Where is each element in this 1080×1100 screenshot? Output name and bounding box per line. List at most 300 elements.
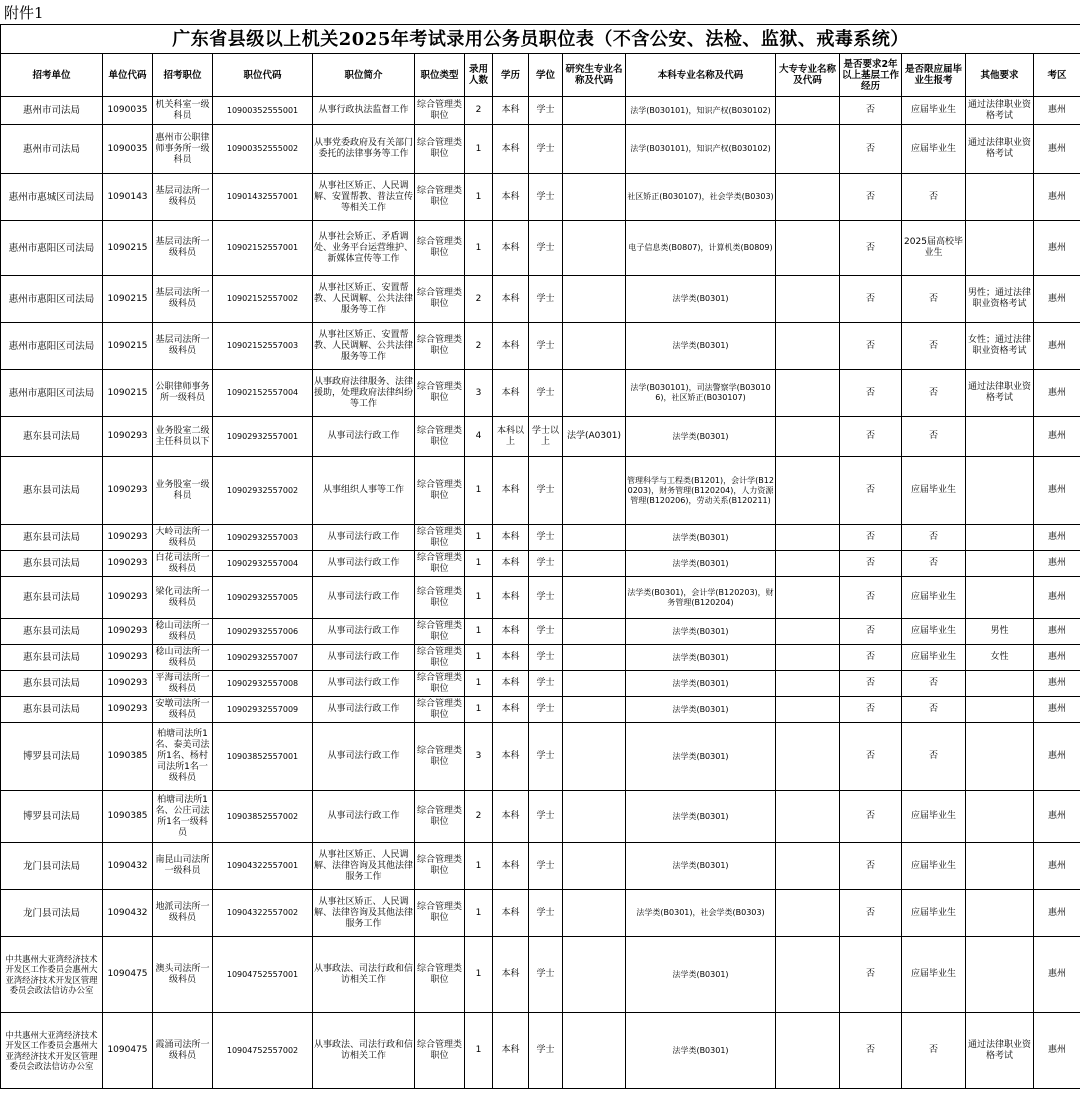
cell-unit-code: 1090143 <box>103 174 153 221</box>
header-row <box>1 54 1080 97</box>
cell-degree: 学士 <box>529 671 563 697</box>
cell-intro: 从事社区矫正、人民调解、法律咨询及其他法律服务工作 <box>313 890 415 937</box>
table-row <box>1 276 1080 323</box>
cell-type: 综合管理类职位 <box>415 174 465 221</box>
cell-edu: 本科 <box>493 619 529 645</box>
cell-count: 1 <box>465 457 493 525</box>
cell-count: 4 <box>465 417 493 457</box>
cell-grassroots: 否 <box>840 577 902 619</box>
cell-unit: 中共惠州大亚湾经济技术开发区工作委员会惠州大亚湾经济技术开发区管理委员会政法信访办公室 <box>1 937 103 1013</box>
cell-college-major <box>776 645 840 671</box>
cell-unit: 惠州市惠阳区司法局 <box>1 276 103 323</box>
cell-grad-major <box>563 723 626 791</box>
cell-other <box>966 937 1034 1013</box>
cell-area: 惠州 <box>1034 97 1080 125</box>
position-table-sheet <box>0 24 1080 1089</box>
cell-college-major <box>776 417 840 457</box>
cell-grad-major: 法学(A0301) <box>563 417 626 457</box>
cell-edu: 本科 <box>493 1013 529 1089</box>
cell-area: 惠州 <box>1034 125 1080 174</box>
cell-unit-code: 1090293 <box>103 619 153 645</box>
cell-college-major <box>776 370 840 417</box>
cell-count: 3 <box>465 370 493 417</box>
cell-intro: 从事党委政府及有关部门委托的法律事务等工作 <box>313 125 415 174</box>
cell-edu: 本科 <box>493 697 529 723</box>
cell-other: 男性；通过法律职业资格考试 <box>966 276 1034 323</box>
cell-unit-code: 1090475 <box>103 937 153 1013</box>
cell-pos-code: 10902152557002 <box>213 276 313 323</box>
cell-fresh-grad: 应届毕业生 <box>902 937 966 1013</box>
cell-unit: 惠东县司法局 <box>1 417 103 457</box>
cell-fresh-grad: 应届毕业生 <box>902 619 966 645</box>
grad-major-header: 研究生专业名称及代码 <box>563 54 626 97</box>
cell-position: 稔山司法所一级科员 <box>153 619 213 645</box>
cell-college-major <box>776 1013 840 1089</box>
cell-ug-major: 法学类(B0301) <box>626 276 776 323</box>
cell-count: 1 <box>465 525 493 551</box>
cell-count: 1 <box>465 551 493 577</box>
cell-count: 1 <box>465 645 493 671</box>
table-row <box>1 125 1080 174</box>
cell-count: 2 <box>465 97 493 125</box>
cell-college-major <box>776 723 840 791</box>
cell-pos-code: 10903852557001 <box>213 723 313 791</box>
cell-intro: 从事司法行政工作 <box>313 417 415 457</box>
cell-unit: 惠东县司法局 <box>1 551 103 577</box>
cell-type: 综合管理类职位 <box>415 370 465 417</box>
cell-intro: 从事司法行政工作 <box>313 525 415 551</box>
cell-degree: 学士 <box>529 174 563 221</box>
cell-unit: 惠州市惠阳区司法局 <box>1 323 103 370</box>
cell-grassroots: 否 <box>840 645 902 671</box>
cell-edu: 本科 <box>493 221 529 276</box>
cell-intro: 从事组织人事等工作 <box>313 457 415 525</box>
cell-type: 综合管理类职位 <box>415 843 465 890</box>
cell-unit-code: 1090215 <box>103 323 153 370</box>
cell-count: 1 <box>465 174 493 221</box>
cell-edu: 本科 <box>493 890 529 937</box>
cell-unit-code: 1090215 <box>103 276 153 323</box>
position-table <box>0 24 1080 1089</box>
cell-edu: 本科 <box>493 723 529 791</box>
cell-unit-code: 1090293 <box>103 645 153 671</box>
cell-count: 1 <box>465 671 493 697</box>
cell-position: 业务股室一级科员 <box>153 457 213 525</box>
cell-position: 业务股室二级主任科员以下 <box>153 417 213 457</box>
cell-college-major <box>776 457 840 525</box>
cell-ug-major: 法学类(B0301) <box>626 937 776 1013</box>
cell-count: 2 <box>465 323 493 370</box>
table-row <box>1 697 1080 723</box>
cell-type: 综合管理类职位 <box>415 619 465 645</box>
cell-position: 柏塘司法所1名、泰美司法所1名、杨村司法所1名一级科员 <box>153 723 213 791</box>
cell-ug-major: 法学类(B0301) <box>626 619 776 645</box>
cell-college-major <box>776 221 840 276</box>
cell-grad-major <box>563 221 626 276</box>
cell-edu: 本科 <box>493 125 529 174</box>
cell-count: 1 <box>465 577 493 619</box>
cell-unit-code: 1090293 <box>103 417 153 457</box>
cell-college-major <box>776 843 840 890</box>
cell-ug-major: 法学类(B0301) <box>626 645 776 671</box>
cell-unit-code: 1090293 <box>103 551 153 577</box>
cell-intro: 从事政府法律服务、法律援助，处理政府法律纠纷等工作 <box>313 370 415 417</box>
cell-unit-code: 1090035 <box>103 97 153 125</box>
cell-area: 惠州 <box>1034 1013 1080 1089</box>
cell-grad-major <box>563 697 626 723</box>
cell-count: 1 <box>465 697 493 723</box>
table-title: 广东省县级以上机关2025年考试录用公务员职位表（不含公安、法检、监狱、戒毒系统） <box>1 25 1080 54</box>
cell-position: 澳头司法所一级科员 <box>153 937 213 1013</box>
cell-grad-major <box>563 323 626 370</box>
cell-grassroots: 否 <box>840 457 902 525</box>
cell-college-major <box>776 671 840 697</box>
cell-area: 惠州 <box>1034 937 1080 1013</box>
cell-ug-major: 法学类(B0301) <box>626 723 776 791</box>
cell-degree: 学士 <box>529 890 563 937</box>
cell-grassroots: 否 <box>840 890 902 937</box>
cell-area: 惠州 <box>1034 619 1080 645</box>
cell-degree: 学士以上 <box>529 417 563 457</box>
table-row <box>1 671 1080 697</box>
cell-position: 安墩司法所一级科员 <box>153 697 213 723</box>
cell-area: 惠州 <box>1034 174 1080 221</box>
cell-grassroots: 否 <box>840 276 902 323</box>
cell-degree: 学士 <box>529 791 563 843</box>
cell-pos-code: 10902932557008 <box>213 671 313 697</box>
cell-position: 基层司法所一级科员 <box>153 221 213 276</box>
annex-label: 附件1 <box>4 4 44 22</box>
cell-intro: 从事行政执法监督工作 <box>313 97 415 125</box>
cell-ug-major: 社区矫正(B030107)，社会学类(B0303) <box>626 174 776 221</box>
cell-area: 惠州 <box>1034 671 1080 697</box>
cell-intro: 从事政法、司法行政和信访相关工作 <box>313 1013 415 1089</box>
cell-grassroots: 否 <box>840 417 902 457</box>
cell-grad-major <box>563 125 626 174</box>
cell-intro: 从事司法行政工作 <box>313 791 415 843</box>
cell-other: 女性 <box>966 645 1034 671</box>
cell-area: 惠州 <box>1034 370 1080 417</box>
fresh-grad-header: 是否限应届毕业生报考 <box>902 54 966 97</box>
cell-edu: 本科 <box>493 457 529 525</box>
cell-fresh-grad: 应届毕业生 <box>902 890 966 937</box>
cell-grad-major <box>563 174 626 221</box>
cell-type: 综合管理类职位 <box>415 125 465 174</box>
cell-other <box>966 843 1034 890</box>
cell-college-major <box>776 890 840 937</box>
cell-degree: 学士 <box>529 645 563 671</box>
cell-edu: 本科 <box>493 276 529 323</box>
cell-type: 综合管理类职位 <box>415 323 465 370</box>
cell-unit: 惠东县司法局 <box>1 577 103 619</box>
cell-pos-code: 10901432557001 <box>213 174 313 221</box>
cell-other: 通过法律职业资格考试 <box>966 1013 1034 1089</box>
cell-grad-major <box>563 577 626 619</box>
cell-other: 男性 <box>966 619 1034 645</box>
cell-grassroots: 否 <box>840 697 902 723</box>
table-row <box>1 97 1080 125</box>
cell-intro: 从事社区矫正、人民调解、法律咨询及其他法律服务工作 <box>313 843 415 890</box>
cell-intro: 从事社区矫正、人民调解、安置帮教、普法宣传等相关工作 <box>313 174 415 221</box>
cell-type: 综合管理类职位 <box>415 457 465 525</box>
cell-type: 综合管理类职位 <box>415 791 465 843</box>
cell-area: 惠州 <box>1034 843 1080 890</box>
cell-other <box>966 417 1034 457</box>
cell-area: 惠州 <box>1034 525 1080 551</box>
cell-other: 通过法律职业资格考试 <box>966 370 1034 417</box>
cell-ug-major: 法学类(B0301) <box>626 551 776 577</box>
cell-degree: 学士 <box>529 1013 563 1089</box>
cell-count: 1 <box>465 1013 493 1089</box>
cell-edu: 本科 <box>493 323 529 370</box>
cell-type: 综合管理类职位 <box>415 723 465 791</box>
cell-other <box>966 221 1034 276</box>
cell-grassroots: 否 <box>840 370 902 417</box>
area-header: 考区 <box>1034 54 1080 97</box>
cell-pos-code: 10902152557001 <box>213 221 313 276</box>
cell-type: 综合管理类职位 <box>415 890 465 937</box>
cell-other <box>966 551 1034 577</box>
cell-fresh-grad: 应届毕业生 <box>902 125 966 174</box>
cell-area: 惠州 <box>1034 551 1080 577</box>
cell-unit: 惠州市惠阳区司法局 <box>1 370 103 417</box>
cell-unit: 惠东县司法局 <box>1 645 103 671</box>
cell-edu: 本科 <box>493 791 529 843</box>
cell-position: 梁化司法所一级科员 <box>153 577 213 619</box>
cell-other <box>966 577 1034 619</box>
cell-area: 惠州 <box>1034 645 1080 671</box>
cell-edu: 本科 <box>493 551 529 577</box>
cell-unit: 惠东县司法局 <box>1 697 103 723</box>
cell-grad-major <box>563 1013 626 1089</box>
table-row <box>1 1013 1080 1089</box>
cell-degree: 学士 <box>529 551 563 577</box>
table-body <box>1 97 1080 1089</box>
cell-count: 1 <box>465 221 493 276</box>
table-row <box>1 645 1080 671</box>
cell-degree: 学士 <box>529 843 563 890</box>
cell-other: 女性；通过法律职业资格考试 <box>966 323 1034 370</box>
other-header: 其他要求 <box>966 54 1034 97</box>
cell-grassroots: 否 <box>840 1013 902 1089</box>
cell-college-major <box>776 525 840 551</box>
cell-ug-major: 法学类(B0301) <box>626 417 776 457</box>
unit-header: 招考单位 <box>1 54 103 97</box>
table-row <box>1 723 1080 791</box>
degree-header: 学位 <box>529 54 563 97</box>
cell-other <box>966 723 1034 791</box>
cell-other <box>966 791 1034 843</box>
cell-fresh-grad: 应届毕业生 <box>902 645 966 671</box>
cell-area: 惠州 <box>1034 417 1080 457</box>
cell-intro: 从事社区矫正、安置帮教、人民调解、公共法律服务等工作 <box>313 323 415 370</box>
cell-unit: 中共惠州大亚湾经济技术开发区工作委员会惠州大亚湾经济技术开发区管理委员会政法信访办公室 <box>1 1013 103 1089</box>
cell-edu: 本科 <box>493 577 529 619</box>
cell-type: 综合管理类职位 <box>415 671 465 697</box>
cell-count: 1 <box>465 843 493 890</box>
cell-position: 白花司法所一级科员 <box>153 551 213 577</box>
cell-unit-code: 1090293 <box>103 525 153 551</box>
cell-intro: 从事司法行政工作 <box>313 577 415 619</box>
cell-pos-code: 10904752557001 <box>213 937 313 1013</box>
cell-pos-code: 10902932557009 <box>213 697 313 723</box>
cell-area: 惠州 <box>1034 723 1080 791</box>
grassroots-header: 是否要求2年以上基层工作经历 <box>840 54 902 97</box>
cell-grassroots: 否 <box>840 221 902 276</box>
cell-degree: 学士 <box>529 276 563 323</box>
cell-degree: 学士 <box>529 577 563 619</box>
cell-grad-major <box>563 457 626 525</box>
cell-type: 综合管理类职位 <box>415 937 465 1013</box>
cell-type: 综合管理类职位 <box>415 417 465 457</box>
cell-type: 综合管理类职位 <box>415 525 465 551</box>
cell-pos-code: 10900352555002 <box>213 125 313 174</box>
cell-degree: 学士 <box>529 697 563 723</box>
cell-grad-major <box>563 791 626 843</box>
cell-college-major <box>776 276 840 323</box>
cell-grad-major <box>563 370 626 417</box>
cell-fresh-grad: 否 <box>902 276 966 323</box>
cell-unit-code: 1090293 <box>103 457 153 525</box>
intro-header: 职位简介 <box>313 54 415 97</box>
cell-ug-major: 管理科学与工程类(B1201)，会计学(B120203)，财务管理(B120204)，人力资源管理(B120206)，劳动关系(B120211) <box>626 457 776 525</box>
cell-other: 通过法律职业资格考试 <box>966 125 1034 174</box>
cell-pos-code: 10904322557001 <box>213 843 313 890</box>
cell-position: 稔山司法所一级科员 <box>153 645 213 671</box>
cell-degree: 学士 <box>529 221 563 276</box>
cell-area: 惠州 <box>1034 221 1080 276</box>
cell-position: 南昆山司法所一级科员 <box>153 843 213 890</box>
cell-college-major <box>776 577 840 619</box>
cell-area: 惠州 <box>1034 276 1080 323</box>
cell-unit-code: 1090293 <box>103 671 153 697</box>
cell-position: 地派司法所一级科员 <box>153 890 213 937</box>
cell-ug-major: 法学类(B0301) <box>626 1013 776 1089</box>
cell-fresh-grad: 2025届高校毕业生 <box>902 221 966 276</box>
cell-pos-code: 10902932557004 <box>213 551 313 577</box>
table-row <box>1 370 1080 417</box>
table-row <box>1 791 1080 843</box>
cell-unit-code: 1090215 <box>103 221 153 276</box>
cell-fresh-grad: 否 <box>902 697 966 723</box>
cell-count: 2 <box>465 276 493 323</box>
cell-grassroots: 否 <box>840 97 902 125</box>
cell-type: 综合管理类职位 <box>415 577 465 619</box>
cell-ug-major: 法学类(B0301) <box>626 323 776 370</box>
cell-fresh-grad: 应届毕业生 <box>902 457 966 525</box>
cell-ug-major: 法学类(B0301) <box>626 843 776 890</box>
cell-grassroots: 否 <box>840 791 902 843</box>
cell-unit: 惠东县司法局 <box>1 525 103 551</box>
unit-code-header: 单位代码 <box>103 54 153 97</box>
cell-grassroots: 否 <box>840 551 902 577</box>
cell-pos-code: 10902932557002 <box>213 457 313 525</box>
cell-unit: 惠东县司法局 <box>1 457 103 525</box>
cell-fresh-grad: 否 <box>902 370 966 417</box>
cell-fresh-grad: 否 <box>902 671 966 697</box>
cell-unit-code: 1090215 <box>103 370 153 417</box>
cell-position: 机关科室一级科员 <box>153 97 213 125</box>
cell-unit: 惠东县司法局 <box>1 619 103 645</box>
table-row <box>1 890 1080 937</box>
cell-pos-code: 10902932557007 <box>213 645 313 671</box>
table-row <box>1 174 1080 221</box>
cell-unit-code: 1090293 <box>103 697 153 723</box>
cell-degree: 学士 <box>529 723 563 791</box>
cell-edu: 本科以上 <box>493 417 529 457</box>
cell-degree: 学士 <box>529 370 563 417</box>
cell-edu: 本科 <box>493 843 529 890</box>
cell-unit: 惠东县司法局 <box>1 671 103 697</box>
cell-pos-code: 10902152557003 <box>213 323 313 370</box>
cell-area: 惠州 <box>1034 457 1080 525</box>
cell-position: 惠州市公职律师事务所一级科员 <box>153 125 213 174</box>
cell-grad-major <box>563 890 626 937</box>
cell-grassroots: 否 <box>840 671 902 697</box>
cell-grassroots: 否 <box>840 125 902 174</box>
cell-pos-code: 10902932557005 <box>213 577 313 619</box>
cell-fresh-grad: 否 <box>902 1013 966 1089</box>
cell-unit-code: 1090385 <box>103 791 153 843</box>
cell-unit-code: 1090293 <box>103 577 153 619</box>
cell-grad-major <box>563 937 626 1013</box>
cell-ug-major: 法学类(B0301) <box>626 671 776 697</box>
cell-college-major <box>776 619 840 645</box>
cell-grassroots: 否 <box>840 843 902 890</box>
cell-grad-major <box>563 551 626 577</box>
cell-college-major <box>776 697 840 723</box>
cell-grad-major <box>563 843 626 890</box>
cell-type: 综合管理类职位 <box>415 645 465 671</box>
cell-position: 基层司法所一级科员 <box>153 323 213 370</box>
cell-fresh-grad: 否 <box>902 323 966 370</box>
cell-edu: 本科 <box>493 97 529 125</box>
cell-degree: 学士 <box>529 937 563 1013</box>
table-row <box>1 323 1080 370</box>
table-row <box>1 551 1080 577</box>
cell-edu: 本科 <box>493 645 529 671</box>
cell-edu: 本科 <box>493 937 529 1013</box>
cell-area: 惠州 <box>1034 323 1080 370</box>
cell-grad-major <box>563 276 626 323</box>
cell-type: 综合管理类职位 <box>415 276 465 323</box>
cell-unit: 龙门县司法局 <box>1 843 103 890</box>
cell-college-major <box>776 125 840 174</box>
table-row <box>1 843 1080 890</box>
table-row <box>1 577 1080 619</box>
cell-pos-code: 10904752557002 <box>213 1013 313 1089</box>
cell-grassroots: 否 <box>840 723 902 791</box>
cell-fresh-grad: 应届毕业生 <box>902 97 966 125</box>
cell-grad-major <box>563 619 626 645</box>
cell-area: 惠州 <box>1034 791 1080 843</box>
cell-edu: 本科 <box>493 671 529 697</box>
cell-college-major <box>776 937 840 1013</box>
cell-position: 大岭司法所一级科员 <box>153 525 213 551</box>
cell-unit-code: 1090432 <box>103 890 153 937</box>
cell-fresh-grad: 否 <box>902 551 966 577</box>
table-row <box>1 417 1080 457</box>
position-header: 招考职位 <box>153 54 213 97</box>
cell-type: 综合管理类职位 <box>415 1013 465 1089</box>
cell-position: 基层司法所一级科员 <box>153 174 213 221</box>
cell-type: 综合管理类职位 <box>415 551 465 577</box>
cell-fresh-grad: 否 <box>902 525 966 551</box>
cell-ug-major: 法学类(B0301)，社会学类(B0303) <box>626 890 776 937</box>
cell-grassroots: 否 <box>840 525 902 551</box>
cell-intro: 从事社会矫正、矛盾调处、业务平台运营维护、新媒体宣传等工作 <box>313 221 415 276</box>
cell-intro: 从事司法行政工作 <box>313 671 415 697</box>
